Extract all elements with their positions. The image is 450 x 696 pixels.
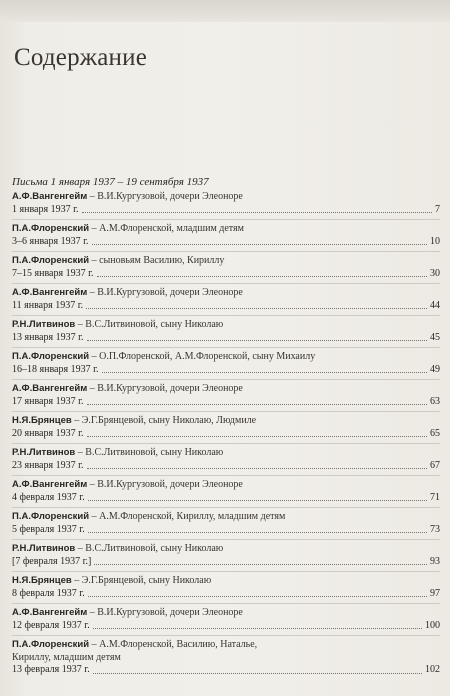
toc-entry-author: А.Ф.Вангенгейм bbox=[12, 191, 88, 202]
toc-entry-date: 16–18 января 1937 г. bbox=[12, 363, 99, 375]
toc-entry-page-number: 65 bbox=[430, 427, 440, 439]
toc-entry-recipient: – О.П.Флоренской, А.М.Флоренской, сыну Михаилу bbox=[91, 351, 316, 362]
toc-entry-page-number: 71 bbox=[430, 491, 440, 503]
toc-entry-heading bbox=[12, 575, 440, 588]
toc-entry-author: П.А.Флоренский bbox=[12, 223, 90, 234]
toc-entry[interactable] bbox=[12, 351, 440, 376]
toc-leader-dots bbox=[87, 435, 427, 437]
toc-entry-author: А.Ф.Вангенгейм bbox=[12, 287, 88, 298]
toc-entry-date-line bbox=[12, 664, 440, 677]
toc-entry-date: 13 февраля 1937 г. bbox=[12, 664, 90, 675]
toc-entry-date-line bbox=[12, 396, 440, 409]
toc-entry-heading bbox=[12, 447, 440, 460]
toc-entry-date: 8 февраля 1937 г. bbox=[12, 587, 85, 599]
toc-entry-heading bbox=[12, 607, 440, 620]
toc-entry-date-line bbox=[12, 492, 440, 505]
toc-entry[interactable] bbox=[12, 607, 440, 632]
toc-entry-date-line bbox=[12, 460, 440, 473]
toc-leader-dots bbox=[88, 531, 427, 533]
toc-entry[interactable] bbox=[12, 383, 440, 408]
toc-entry[interactable] bbox=[12, 415, 440, 440]
toc-separator bbox=[12, 283, 440, 284]
toc-entry[interactable] bbox=[12, 447, 440, 472]
toc-entry-heading bbox=[12, 255, 440, 268]
toc-leader-dots bbox=[92, 243, 427, 245]
toc-entry[interactable] bbox=[12, 543, 440, 568]
toc-entry-recipient: – В.И.Кургузовой, дочери Элеоноре bbox=[89, 607, 243, 618]
toc-separator bbox=[12, 475, 440, 476]
toc-entry-heading bbox=[12, 415, 440, 428]
toc-entry-author: Р.Н.Литвинов bbox=[12, 543, 76, 554]
toc-entry-date: 5 февраля 1937 г. bbox=[12, 523, 85, 535]
toc-entry-date: 3–6 января 1937 г. bbox=[12, 235, 89, 247]
toc-entry-page-number: 45 bbox=[430, 331, 440, 343]
toc-leader-dots bbox=[86, 307, 427, 309]
toc-entry-page-number: 100 bbox=[425, 619, 440, 631]
toc-leader-dots bbox=[88, 595, 427, 597]
page-header-strip bbox=[0, 0, 450, 22]
toc-entry[interactable] bbox=[12, 639, 440, 677]
toc-entry-recipient: – В.И.Кургузовой, дочери Элеоноре bbox=[89, 287, 243, 298]
toc-entry-page-number: 97 bbox=[430, 587, 440, 599]
toc-leader-dots bbox=[88, 499, 427, 501]
toc-entry-heading bbox=[12, 383, 440, 396]
toc-entry-heading bbox=[12, 287, 440, 300]
toc-entry-page-number: 73 bbox=[430, 523, 440, 535]
toc-entry-recipient: – В.И.Кургузовой, дочери Элеоноре bbox=[89, 383, 243, 394]
toc-entry[interactable] bbox=[12, 479, 440, 504]
toc-entry[interactable] bbox=[12, 287, 440, 312]
toc-separator bbox=[12, 379, 440, 380]
toc-entry-author: Н.Я.Брянцев bbox=[12, 415, 72, 426]
toc-entry[interactable] bbox=[12, 511, 440, 536]
toc-entry-recipient: – А.М.Флоренской, Василию, Наталье, bbox=[91, 639, 258, 650]
toc-entry-page-number: 63 bbox=[430, 395, 440, 407]
toc-entry-author: П.А.Флоренский bbox=[12, 639, 90, 650]
section-heading: Письма 1 января 1937 – 19 сентября 1937 bbox=[12, 176, 209, 188]
toc-entry-heading bbox=[12, 351, 440, 364]
toc-entry-author: А.Ф.Вангенгейм bbox=[12, 479, 88, 490]
toc-entry-page-number: 30 bbox=[430, 267, 440, 279]
toc-entry-author: П.А.Флоренский bbox=[12, 255, 90, 266]
toc-leader-dots bbox=[93, 627, 422, 629]
toc-entry-page-number: 49 bbox=[430, 363, 440, 375]
toc-entry[interactable] bbox=[12, 223, 440, 248]
toc-entry-recipient: – А.М.Флоренской, Кириллу, младшим детям bbox=[91, 511, 286, 522]
toc-leader-dots bbox=[93, 672, 422, 674]
toc-entry-recipient: – В.И.Кургузовой, дочери Элеоноре bbox=[89, 479, 243, 490]
toc-entry-date: 12 февраля 1937 г. bbox=[12, 619, 90, 631]
toc-entry-recipient: – В.С.Литвиновой, сыну Николаю bbox=[77, 447, 224, 458]
toc-entry-date-line bbox=[12, 268, 440, 281]
toc-entry-date: 7–15 января 1937 г. bbox=[12, 267, 94, 279]
toc-entry-author: А.Ф.Вангенгейм bbox=[12, 383, 88, 394]
toc-entry-author: П.А.Флоренский bbox=[12, 351, 90, 362]
toc-separator bbox=[12, 219, 440, 220]
toc-separator bbox=[12, 571, 440, 572]
toc-entry-date-line bbox=[12, 556, 440, 569]
toc-entry-heading bbox=[12, 319, 440, 332]
toc-entry-date: 4 февраля 1937 г. bbox=[12, 491, 85, 503]
toc-entry-date-line bbox=[12, 588, 440, 601]
toc-entry-date-line bbox=[12, 620, 440, 633]
toc-separator bbox=[12, 443, 440, 444]
toc-entry-heading bbox=[12, 639, 440, 652]
toc-entry-page-number: 93 bbox=[430, 555, 440, 567]
toc-leader-dots bbox=[97, 275, 427, 277]
toc-separator bbox=[12, 347, 440, 348]
toc-separator bbox=[12, 635, 440, 636]
toc-entry[interactable] bbox=[12, 319, 440, 344]
toc-entry-date: 11 января 1937 г. bbox=[12, 299, 84, 311]
toc-leader-dots bbox=[87, 467, 427, 469]
toc-entry-date-line bbox=[12, 204, 440, 217]
toc-separator bbox=[12, 603, 440, 604]
toc-entry-heading bbox=[12, 223, 440, 236]
toc-entry-date: 23 января 1937 г. bbox=[12, 459, 84, 471]
toc-separator bbox=[12, 251, 440, 252]
toc-entry-author: Р.Н.Литвинов bbox=[12, 447, 76, 458]
toc-entry-date-line bbox=[12, 300, 440, 313]
page-title: Содержание bbox=[14, 44, 147, 71]
toc-entry-heading bbox=[12, 479, 440, 492]
toc-leader-dots bbox=[87, 339, 427, 341]
toc-entry-date: 20 января 1937 г. bbox=[12, 427, 84, 439]
toc-entry-recipient: – Э.Г.Брянцевой, сыну Николаю, Людмиле bbox=[74, 415, 257, 426]
toc-entry-date: [7 февраля 1937 г.] bbox=[12, 555, 92, 567]
toc-entry-date-line bbox=[12, 524, 440, 537]
toc-entry-page-number: 44 bbox=[430, 299, 440, 311]
toc-entry-heading bbox=[12, 191, 440, 204]
toc-separator bbox=[12, 539, 440, 540]
toc-entry-recipient: – Э.Г.Брянцевой, сыну Николаю bbox=[74, 575, 212, 586]
toc-entry-recipient: – А.М.Флоренской, младшим детям bbox=[91, 223, 244, 234]
toc-separator bbox=[12, 315, 440, 316]
toc-entry-date: 17 января 1937 г. bbox=[12, 395, 84, 407]
toc-entry-page-number: 7 bbox=[435, 203, 440, 215]
toc-entry-author: Н.Я.Брянцев bbox=[12, 575, 72, 586]
toc-leader-dots bbox=[102, 371, 427, 373]
toc-entry-heading bbox=[12, 511, 440, 524]
toc-entry-author: Р.Н.Литвинов bbox=[12, 319, 76, 330]
toc-entry-recipient: – В.И.Кургузовой, дочери Элеоноре bbox=[89, 191, 243, 202]
toc-leader-dots bbox=[94, 563, 427, 565]
toc-leader-dots bbox=[82, 211, 432, 213]
toc-entry-page-number: 102 bbox=[425, 664, 440, 675]
toc-entry-heading bbox=[12, 543, 440, 556]
toc-entry-page-number: 10 bbox=[430, 235, 440, 247]
toc-separator bbox=[12, 507, 440, 508]
toc-entry[interactable] bbox=[12, 575, 440, 600]
toc-entry-date: 1 января 1937 г. bbox=[12, 203, 79, 215]
toc-entry-date-line bbox=[12, 332, 440, 345]
toc-leader-dots bbox=[87, 403, 427, 405]
toc-entry[interactable] bbox=[12, 191, 440, 216]
toc-entry[interactable] bbox=[12, 255, 440, 280]
toc-entry-recipient: – В.С.Литвиновой, сыну Николаю bbox=[77, 319, 224, 330]
toc-entry-recipient: – сыновьям Василию, Кириллу bbox=[91, 255, 225, 266]
toc-separator bbox=[12, 411, 440, 412]
toc-entry-author: П.А.Флоренский bbox=[12, 511, 90, 522]
toc-entry-date-line bbox=[12, 364, 440, 377]
toc-list bbox=[12, 191, 440, 677]
toc-entry-recipient-continued: Кириллу, младшим детям bbox=[12, 651, 121, 663]
toc-entry-date: 13 января 1937 г. bbox=[12, 331, 84, 343]
toc-entry-recipient: – В.С.Литвиновой, сыну Николаю bbox=[77, 543, 224, 554]
toc-entry-date-line bbox=[12, 236, 440, 249]
toc-entry-author: А.Ф.Вангенгейм bbox=[12, 607, 88, 618]
toc-entry-date-line bbox=[12, 428, 440, 441]
toc-entry-page-number: 67 bbox=[430, 459, 440, 471]
